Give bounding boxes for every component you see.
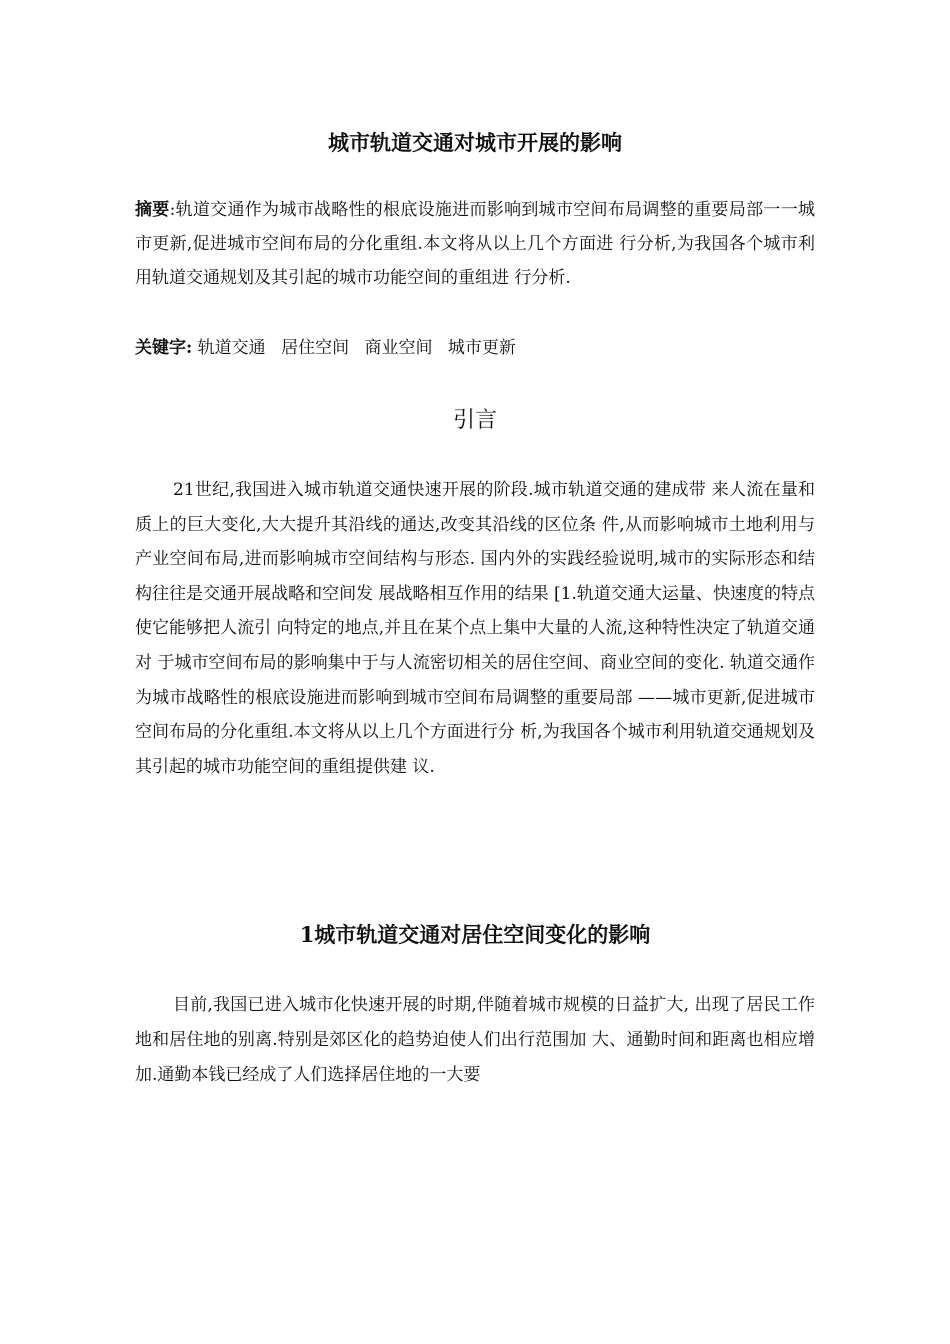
keyword-item: 商业空间 <box>364 338 433 358</box>
keywords-line <box>135 334 815 362</box>
abstract-paragraph <box>135 193 815 295</box>
keyword-item: 轨道交通 <box>197 338 266 358</box>
keywords-label: 关键字: <box>135 338 193 358</box>
keyword-item: 居住空间 <box>281 338 350 358</box>
abstract-label: 摘要 <box>135 200 170 220</box>
introduction-paragraph: 21世纪,我国进入城市轨道交通快速开展的阶段.城市轨道交通的建成带 来人流在量和质上的巨大变化,大大提升其沿线的通达,改变其沿线的区位条 件,从而影响城市土地利用与产业空间布局,进而影响城市空间结构与形态. 国内外的实践经验说明,城市的实际形态和结构往往是交通开展战略和空间发 展战略相互作用的结果 [1.轨道交通大运量、快速度的特点使它能够把人流引 向特定的地点,并且在某个点上集中大量的人流,这种特性决定了轨道交通对 于城市空间布局的影响集中于与人流密切相关的居住空间、商业空间的变化. 轨道交通作为城市战略性的根底设施进而影响到城市空间布局调整的重要局部 ——城市更新,促进城市空间布局的分化重组.本文将从以上几个方面进行分 析,为我国各个城市利用轨道交通规划及其引起的城市功能空间的重组提供建 议. <box>135 480 815 777</box>
section-1-paragraph: 目前,我国已进入城市化快速开展的时期,伴随着城市规模的日益扩大, 出现了居民工作地和居住地的别离.特别是郊区化的趋势迫使人们出行范围加 大、通勤时间和距离也相应增加.通勤本钱已经成了人们选择居住地的一大要 <box>135 995 815 1085</box>
document-title: 城市轨道交通对城市开展的影响 <box>328 130 622 155</box>
keyword-item: 城市更新 <box>447 338 516 358</box>
section-heading-introduction: 引言 <box>452 408 497 433</box>
section-heading-1: 1城市轨道交通对居住空间变化的影响 <box>299 922 651 947</box>
abstract-text: :轨道交通作为城市战略性的根底设施进而影响到城市空间布局调整的重要局部一一城市更新,促进城市空间布局的分化重组.本文将从以上几个方面进 行分析,为我国各个城市利用轨道交通规划及其引起的城市功能空间的重组进 行分析. <box>135 200 815 288</box>
